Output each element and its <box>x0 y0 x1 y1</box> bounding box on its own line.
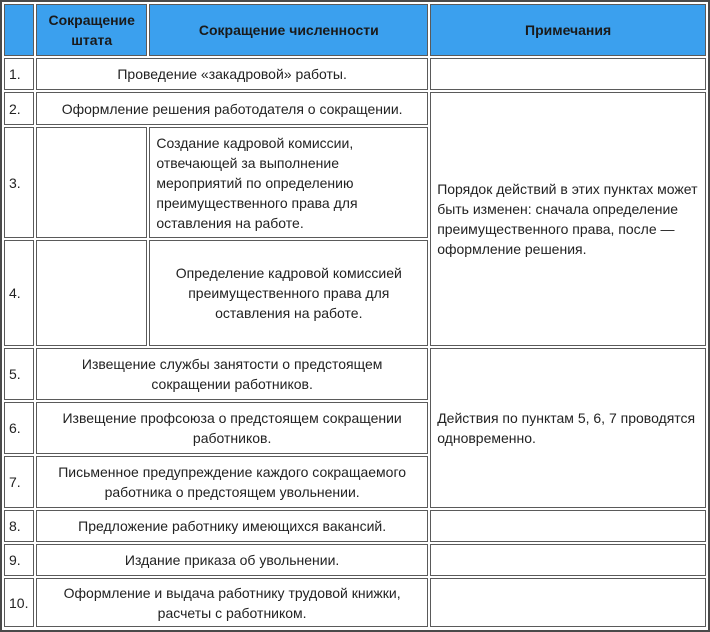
row-text: Оформление и выдача работнику трудовой книжки, расчеты с работником. <box>36 578 428 627</box>
row-note-empty <box>430 578 706 627</box>
table-row <box>4 348 706 400</box>
table-row <box>4 58 706 90</box>
row-number: 9. <box>4 544 34 576</box>
header-staff-reduction-line1: Сокращение <box>48 12 135 28</box>
row-number: 5. <box>4 348 34 400</box>
header-headcount-reduction: Сокращение численности <box>149 4 428 56</box>
table-row <box>4 544 706 576</box>
row-number: 3. <box>4 127 34 238</box>
row-text: Письменное предупреждение каждого сокращаемого работника о предстоящем увольнении. <box>36 456 428 508</box>
row-note-empty <box>430 544 706 576</box>
row-text: Определение кадровой комиссией преимущественного права для оставления на работе. <box>149 240 428 346</box>
row-number: 2. <box>4 92 34 125</box>
header-notes: Примечания <box>430 4 706 56</box>
row-number: 6. <box>4 402 34 454</box>
row-text: Оформление решения работодателя о сокращении. <box>36 92 428 125</box>
row-text: Издание приказа об увольнении. <box>36 544 428 576</box>
row-number: 4. <box>4 240 34 346</box>
row-note-empty <box>430 510 706 542</box>
table-row <box>4 510 706 542</box>
table-row <box>4 92 706 125</box>
header-row <box>4 4 706 56</box>
row-number: 7. <box>4 456 34 508</box>
note-rows-2-4: Порядок действий в этих пунктах может быть изменен: сначала определение преимущественного права, после — оформление решения. <box>430 92 706 346</box>
header-staff-reduction <box>36 4 147 56</box>
note-rows-5-7: Действия по пунктам 5, 6, 7 проводятся одновременно. <box>430 348 706 508</box>
row-note-empty <box>430 58 706 90</box>
row-number: 10. <box>4 578 34 627</box>
row-number: 1. <box>4 58 34 90</box>
header-staff-reduction-line2: штата <box>71 32 113 48</box>
row-number: 8. <box>4 510 34 542</box>
row-text: Предложение работнику имеющихся вакансий. <box>36 510 428 542</box>
staff-reduction-empty-cell <box>36 127 147 238</box>
row-text: Извещение профсоюза о предстоящем сокращении работников. <box>36 402 428 454</box>
header-number-column <box>4 4 34 56</box>
row-text: Проведение «закадровой» работы. <box>36 58 428 90</box>
procedure-table <box>2 2 708 629</box>
row-text: Создание кадровой комиссии, отвечающей за выполнение мероприятий по определению преимущественного права для оставления на работе. <box>149 127 428 238</box>
table-row <box>4 578 706 627</box>
staff-reduction-empty-cell <box>36 240 147 346</box>
row-text: Извещение службы занятости о предстоящем сокращении работников. <box>36 348 428 400</box>
